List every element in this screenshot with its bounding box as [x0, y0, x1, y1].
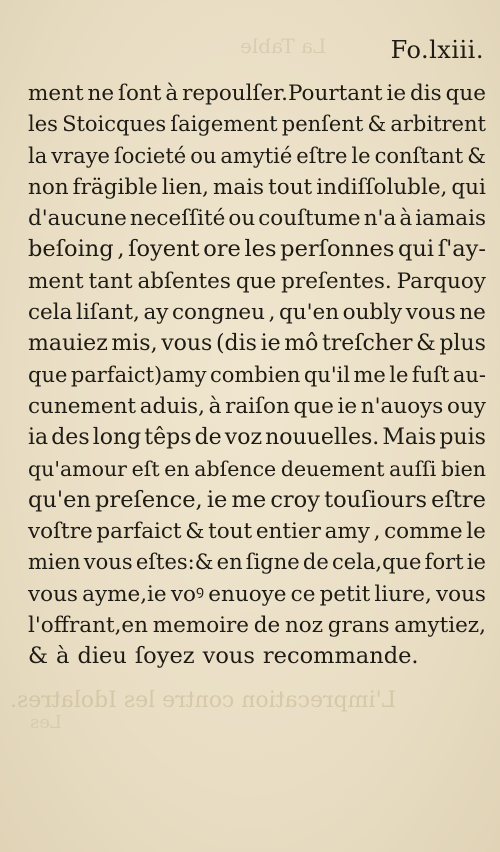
text-line	[28, 422, 486, 453]
text-line	[28, 485, 486, 516]
text-line	[28, 297, 486, 328]
word: tant	[88, 268, 133, 294]
word: me	[353, 362, 386, 387]
word: noz	[284, 613, 324, 639]
word: repoulſer.Pourtant	[182, 81, 383, 106]
word: deuement	[280, 456, 385, 481]
text-line	[28, 641, 486, 672]
word: ay	[143, 300, 169, 326]
word: ment	[28, 268, 84, 294]
word: qu'en	[28, 486, 91, 513]
word: eſt	[131, 456, 160, 481]
word: parfaict	[96, 519, 182, 545]
word: lien,	[161, 174, 209, 200]
word: ,	[268, 300, 276, 326]
text-line	[28, 328, 486, 359]
word: cela,que	[331, 550, 422, 575]
word: le	[466, 519, 486, 545]
folio-number: Fo.lxiii.	[390, 36, 484, 64]
word: que	[28, 362, 68, 387]
text-line	[28, 172, 486, 203]
word: non	[28, 174, 69, 200]
word: me	[231, 486, 267, 513]
word: ie	[337, 393, 358, 419]
word: neceſſité	[129, 206, 226, 232]
word: ſoyent	[128, 236, 200, 263]
word: amy	[324, 519, 370, 545]
word: fuſt	[411, 362, 450, 387]
word: beſoing	[28, 236, 114, 263]
word: qu'amour	[28, 456, 127, 481]
word: ayme,ie	[82, 581, 167, 607]
word: ſigne	[245, 550, 300, 575]
word: combien	[209, 362, 301, 387]
word: vraye	[51, 143, 110, 168]
word: qu'en	[278, 300, 340, 326]
word: d'aucune	[28, 206, 127, 232]
word: congneu	[171, 300, 265, 326]
word: le	[389, 362, 409, 387]
word: des	[51, 425, 90, 451]
word: ne	[459, 300, 486, 326]
word: en	[216, 550, 243, 575]
bleed-through-text: Les	[30, 712, 62, 733]
text-line	[28, 203, 486, 234]
word: qui	[451, 174, 486, 200]
word: cela	[28, 300, 73, 326]
word: preſentes.	[281, 268, 392, 294]
word: amytiez,	[394, 613, 486, 639]
word: vous	[28, 581, 78, 607]
word: ſoyez	[134, 643, 195, 670]
word: qu'il	[303, 362, 351, 387]
word: liure,	[374, 581, 432, 607]
word: que	[235, 268, 277, 294]
word: cunement	[28, 393, 137, 419]
word: têps	[144, 425, 192, 451]
word: fort	[424, 550, 464, 575]
word: recommande.	[262, 643, 419, 670]
word: l'offrant,en	[28, 613, 148, 639]
word: entier	[255, 519, 321, 545]
word: treſcher	[321, 331, 413, 357]
word: enuoye	[208, 581, 287, 607]
word: &	[416, 331, 436, 357]
word: ment	[28, 81, 84, 106]
word: à	[399, 206, 413, 232]
word: la	[28, 143, 48, 168]
word: indiſſoluble,	[316, 174, 448, 200]
text-line	[28, 579, 486, 610]
word: les	[28, 112, 58, 137]
word: les	[244, 236, 277, 263]
word: memoire	[152, 613, 250, 639]
text-line	[28, 234, 486, 265]
word: en	[164, 456, 190, 481]
word: ie	[466, 550, 486, 575]
text-line	[28, 266, 486, 297]
word: arbitrent	[390, 112, 486, 137]
word: Mais	[382, 425, 437, 451]
word: ce	[290, 581, 316, 607]
word: frägible	[72, 174, 158, 200]
word: perſonnes	[280, 236, 395, 263]
word: Stoicques	[62, 112, 167, 137]
word: qui	[398, 236, 435, 263]
word: vous	[405, 300, 456, 326]
word: ne	[87, 81, 115, 106]
word: le	[351, 143, 371, 168]
word: à	[56, 643, 70, 670]
word: au-	[452, 362, 486, 387]
body-text	[28, 78, 486, 673]
word: croy	[270, 486, 320, 513]
word: mis,	[111, 331, 158, 357]
word: ſocieté	[114, 143, 187, 168]
text-line	[28, 610, 486, 641]
word: mais	[212, 174, 265, 200]
word: ſont	[118, 81, 162, 106]
word: voz	[224, 425, 263, 451]
word: aduis,	[139, 393, 205, 419]
word: mô	[284, 331, 319, 357]
word: tout	[268, 174, 313, 200]
word: Parquoy	[396, 268, 486, 294]
word: parfaict)amy	[70, 362, 207, 387]
word: tout	[208, 519, 253, 545]
word: conſtant	[374, 143, 464, 168]
word: n'auoys	[360, 393, 444, 419]
word: &	[28, 643, 49, 670]
word: n'a	[363, 206, 397, 232]
word: ie	[206, 486, 228, 513]
text-line	[28, 78, 486, 109]
bleed-through-heading: La Table	[240, 34, 327, 58]
word: iamais	[415, 206, 486, 232]
bleed-through-text: L'imprecation contre les Idolatres.	[10, 688, 397, 713]
word: ie	[260, 331, 281, 357]
word: à	[208, 393, 222, 419]
word: (dis	[215, 331, 257, 357]
text-line	[28, 454, 486, 485]
word: de	[302, 550, 329, 575]
word: mien	[28, 550, 81, 575]
word: voſtre	[28, 519, 93, 545]
word: ou	[228, 206, 256, 232]
word: ſaigement	[170, 112, 278, 137]
word: &	[367, 112, 387, 137]
text-line	[28, 109, 486, 140]
word: auſſi	[389, 456, 437, 481]
word: puis	[439, 425, 486, 451]
word: voꝰ	[170, 581, 205, 607]
text-line	[28, 547, 486, 578]
word: mauiez	[28, 331, 108, 357]
word: vous	[202, 643, 255, 670]
word: ,	[373, 519, 381, 545]
word: oubly	[342, 300, 403, 326]
word: long	[92, 425, 142, 451]
word: vous	[436, 581, 486, 607]
word: bien	[440, 456, 486, 481]
word: &	[185, 519, 205, 545]
word: ia	[28, 425, 49, 451]
word: de	[253, 613, 281, 639]
word: &	[467, 143, 486, 168]
word: couſtume	[258, 206, 361, 232]
word: ou	[190, 143, 217, 168]
word: grans	[327, 613, 390, 639]
word: de	[194, 425, 222, 451]
word: vous	[161, 331, 213, 357]
word: liſant,	[76, 300, 140, 326]
word: eſtre	[296, 143, 348, 168]
word: penſent	[281, 112, 364, 137]
word: eſtes:&	[135, 550, 214, 575]
word: touſiours	[324, 486, 428, 513]
word: ore	[203, 236, 241, 263]
word: à	[165, 81, 179, 106]
word: que	[445, 81, 486, 106]
word: eſtre	[431, 486, 486, 513]
word: abſence	[194, 456, 277, 481]
word: ſ'ay-	[437, 236, 486, 263]
word: amytié	[220, 143, 293, 168]
word: dieu	[77, 643, 127, 670]
word: vous	[83, 550, 133, 575]
word: nouuelles.	[265, 425, 380, 451]
text-line	[28, 516, 486, 547]
text-line	[28, 391, 486, 422]
word: dis	[410, 81, 442, 106]
word: ie	[386, 81, 407, 106]
word: ouy	[447, 393, 486, 419]
text-line	[28, 141, 486, 172]
word: plus	[439, 331, 486, 357]
word: raiſon	[225, 393, 290, 419]
word: abſentes	[137, 268, 231, 294]
word: que	[293, 393, 334, 419]
word: comme	[384, 519, 463, 545]
word: petit	[319, 581, 371, 607]
word: preſence,	[95, 486, 203, 513]
word: ,	[117, 236, 125, 263]
text-line	[28, 360, 486, 391]
